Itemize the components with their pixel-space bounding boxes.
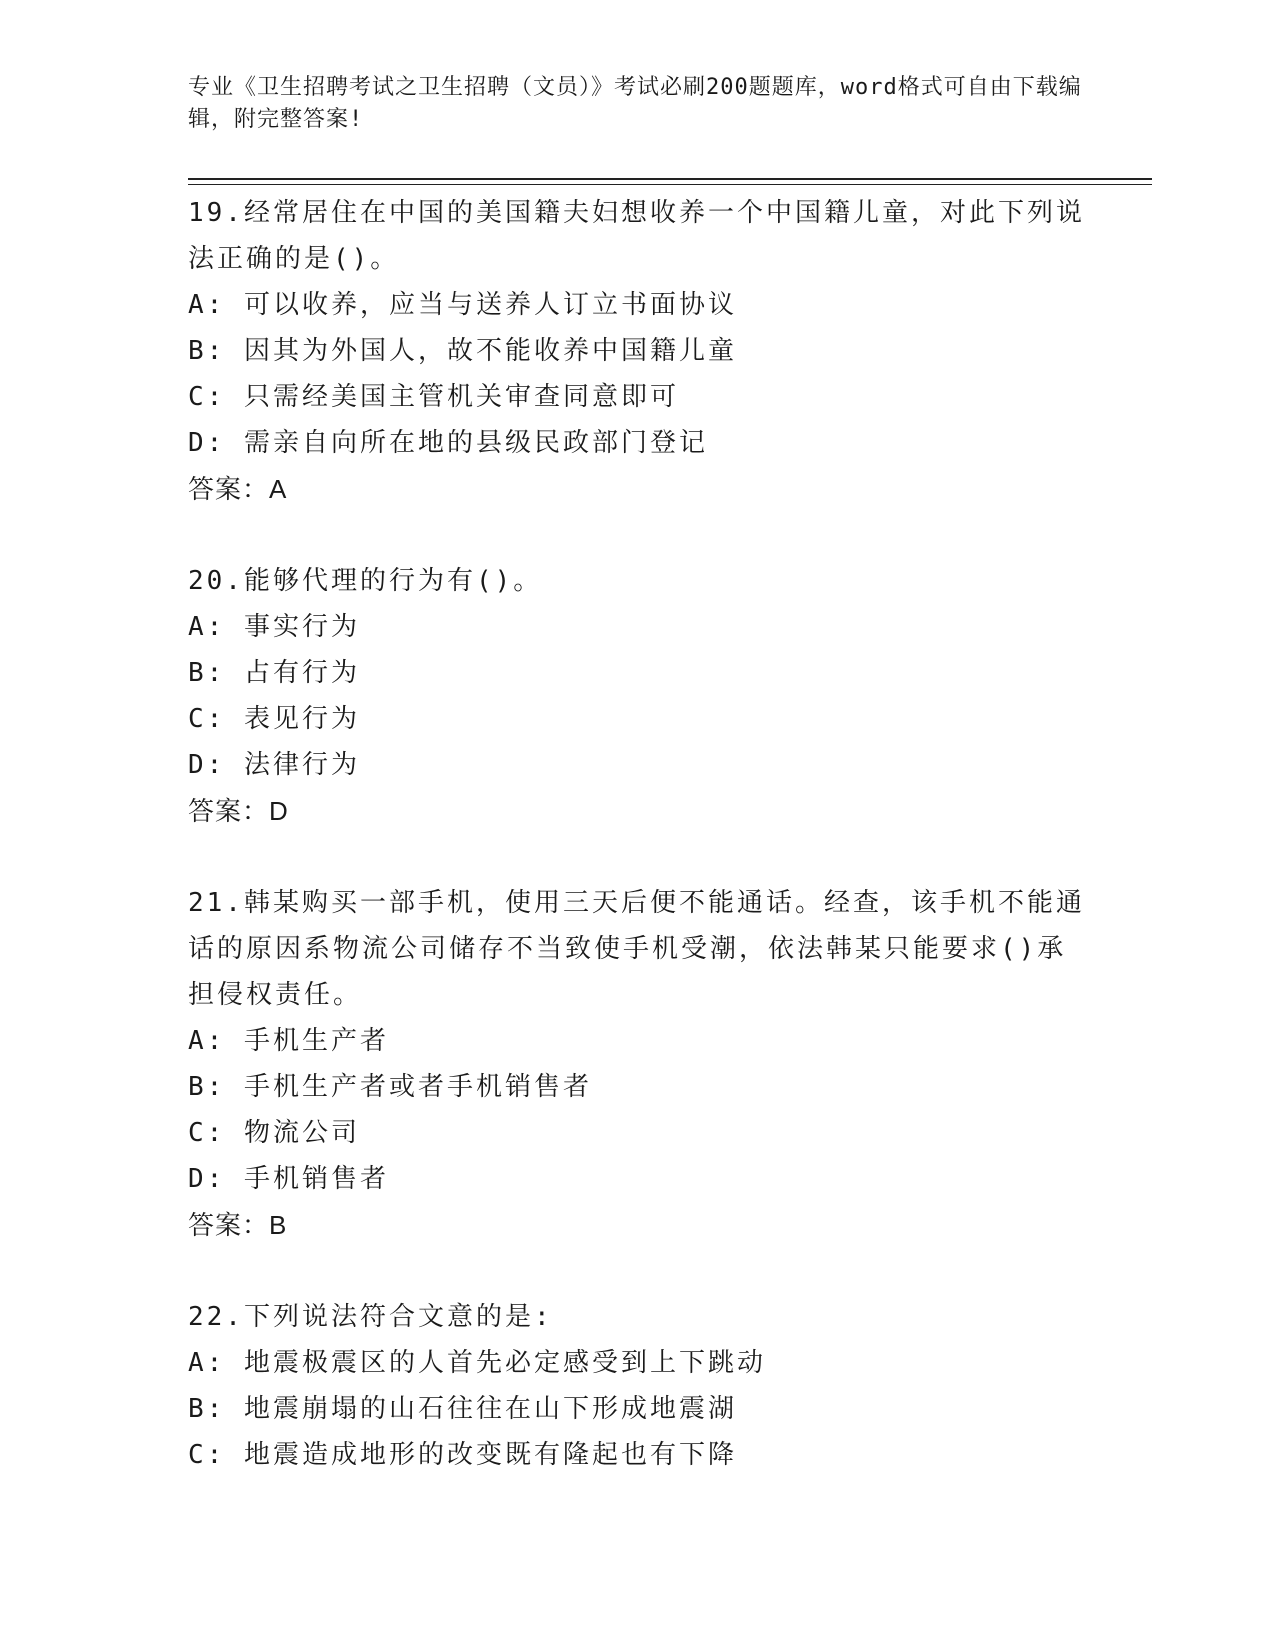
question-stem: 22.下列说法符合文意的是: xyxy=(188,1302,553,1332)
answer-line: 答案：B xyxy=(188,1210,288,1240)
option-b: B: 因其为外国人，故不能收养中国籍儿童 xyxy=(188,336,737,366)
option-a: A: 手机生产者 xyxy=(188,1026,389,1056)
option-a: A: 地震极震区的人首先必定感受到上下跳动 xyxy=(188,1348,766,1378)
option-d: D: 需亲自向所在地的县级民政部门登记 xyxy=(188,428,708,458)
option-a: A: 事实行为 xyxy=(188,612,360,642)
option-b: B: 手机生产者或者手机销售者 xyxy=(188,1072,592,1102)
option-c: C: 地震造成地形的改变既有隆起也有下降 xyxy=(188,1440,737,1470)
option-d: D: 法律行为 xyxy=(188,750,360,780)
answer-line: 答案：D xyxy=(188,796,289,826)
option-a: A: 可以收养，应当与送养人订立书面协议 xyxy=(188,290,737,320)
question-stem: 19.经常居住在中国的美国籍夫妇想收养一个中国籍儿童，对此下列说法正确的是()。 xyxy=(188,198,1085,274)
question-20 xyxy=(188,558,1088,834)
option-c: C: 只需经美国主管机关审查同意即可 xyxy=(188,382,679,412)
document-header: 专业《卫生招聘考试之卫生招聘（文员）》考试必刷200题题库，word格式可自由下载编辑，附完整答案! xyxy=(188,75,1082,132)
header-divider-thin xyxy=(188,184,1152,185)
question-22 xyxy=(188,1294,1088,1478)
option-b: B: 地震崩塌的山石往往在山下形成地震湖 xyxy=(188,1394,737,1424)
option-c: C: 物流公司 xyxy=(188,1118,360,1148)
question-21 xyxy=(188,880,1088,1248)
answer-line: 答案：A xyxy=(188,474,288,504)
header-divider-thick xyxy=(188,178,1152,180)
question-19 xyxy=(188,190,1088,512)
option-c: C: 表见行为 xyxy=(188,704,360,734)
option-b: B: 占有行为 xyxy=(188,658,360,688)
question-stem: 21.韩某购买一部手机，使用三天后便不能通话。经查，该手机不能通话的原因系物流公司储存不当致使手机受潮，依法韩某只能要求()承担侵权责任。 xyxy=(188,888,1085,1010)
option-d: D: 手机销售者 xyxy=(188,1164,389,1194)
question-list xyxy=(188,190,1088,1524)
question-stem: 20.能够代理的行为有()。 xyxy=(188,566,543,596)
